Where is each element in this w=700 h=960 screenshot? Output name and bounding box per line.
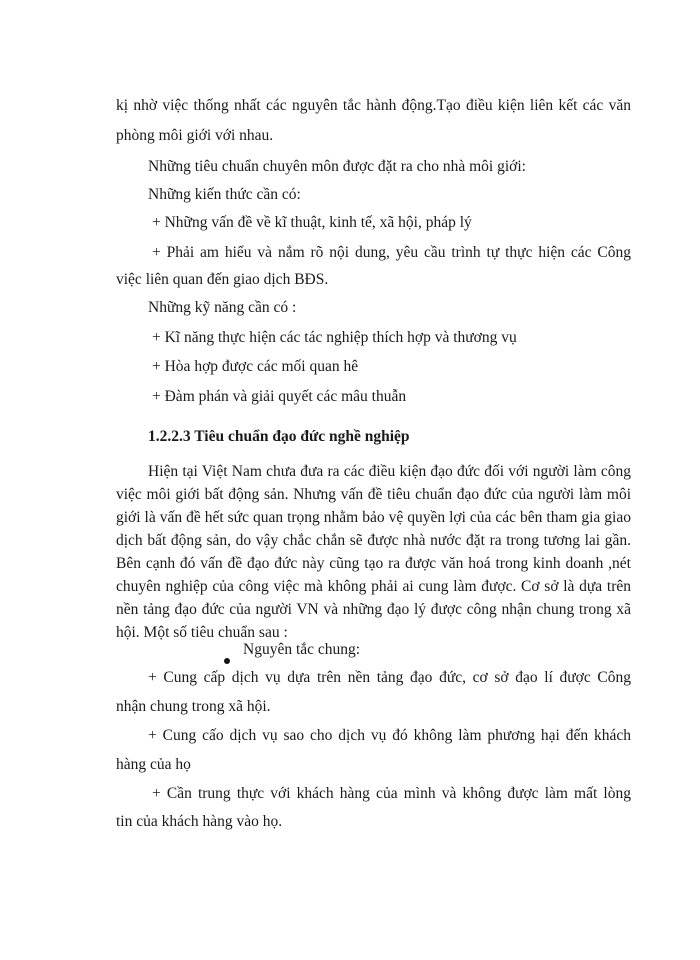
text-line: + Cung cấp dịch vụ dựa trên nền tảng đạo đức, cơ sở đạo lí được Công <box>148 669 631 686</box>
text-line: dịch bất động sản, do vậy chắc chắn sẽ được nhà nước đặt ra trong tương lai gần. <box>116 532 631 549</box>
text-line: hàng của họ <box>116 756 191 773</box>
text-line: nền tảng đạo đức của người VN và những đạo lý được công nhận chung trong xã <box>116 601 631 618</box>
text-line: tin của khách hàng vào họ. <box>116 813 283 830</box>
subheading: Nguyên tắc chung: <box>243 641 361 658</box>
text-line: + Hòa hợp được các mối quan hê <box>152 358 359 375</box>
text-line: Những kỹ năng cần có : <box>148 299 297 316</box>
text-line: + Những vấn đề về kĩ thuật, kinh tế, xã hội, pháp lý <box>152 214 472 231</box>
text-line: giới là vấn đề hết sức quan trọng nhằm bảo vệ quyền lợi của các bên tham gia giao <box>116 509 631 526</box>
text-line: + Đàm phán và giải quyết các mâu thuẫn <box>152 388 407 405</box>
text-line: Hiện tại Việt Nam chưa đưa ra các điều kiện đạo đức đối với người làm công <box>148 463 631 480</box>
text-line: + Cần trung thực với khách hàng của mình và không được làm mất lòng <box>152 785 631 802</box>
text-line: Bên cạnh đó vấn đề đạo đức này cũng tạo ra được văn hoá trong kinh doanh ,nét <box>116 555 631 572</box>
text-line: phòng môi giới với nhau. <box>116 127 274 144</box>
text-line: kị nhờ việc thống nhất các nguyên tắc hành động.Tạo điều kiện liên kết các văn <box>116 97 631 114</box>
text-line: Những tiêu chuẩn chuyên môn được đặt ra cho nhà môi giới: <box>148 158 526 175</box>
text-line: việc liên quan đến giao dịch BĐS. <box>116 271 329 288</box>
text-line: + Kĩ năng thực hiện các tác nghiệp thích hợp và thương vụ <box>152 329 517 346</box>
text-line: việc môi giới bất động sản. Nhưng vấn đề tiêu chuẩn đạo đức của người làm môi <box>116 486 631 503</box>
text-line: Những kiến thức cần có: <box>148 186 301 203</box>
text-line: + Phải am hiểu và nắm rõ nội dung, yêu cầu trình tự thực hiện các Công <box>152 244 631 261</box>
text-line: + Cung cấo dịch vụ sao cho dịch vụ đó không làm phương hại đến khách <box>148 727 631 744</box>
bullet-dot-icon <box>224 658 230 664</box>
section-heading: 1.2.2.3 Tiêu chuẩn đạo đức nghề nghiệp <box>148 428 410 445</box>
text-line: nhận chung trong xã hội. <box>116 698 271 715</box>
text-line: hội. Một số tiêu chuẩn sau : <box>116 624 288 641</box>
text-line: chuyên nghiệp của công việc mà không phải ai cung làm được. Cơ sở là dựa trên <box>116 578 631 595</box>
